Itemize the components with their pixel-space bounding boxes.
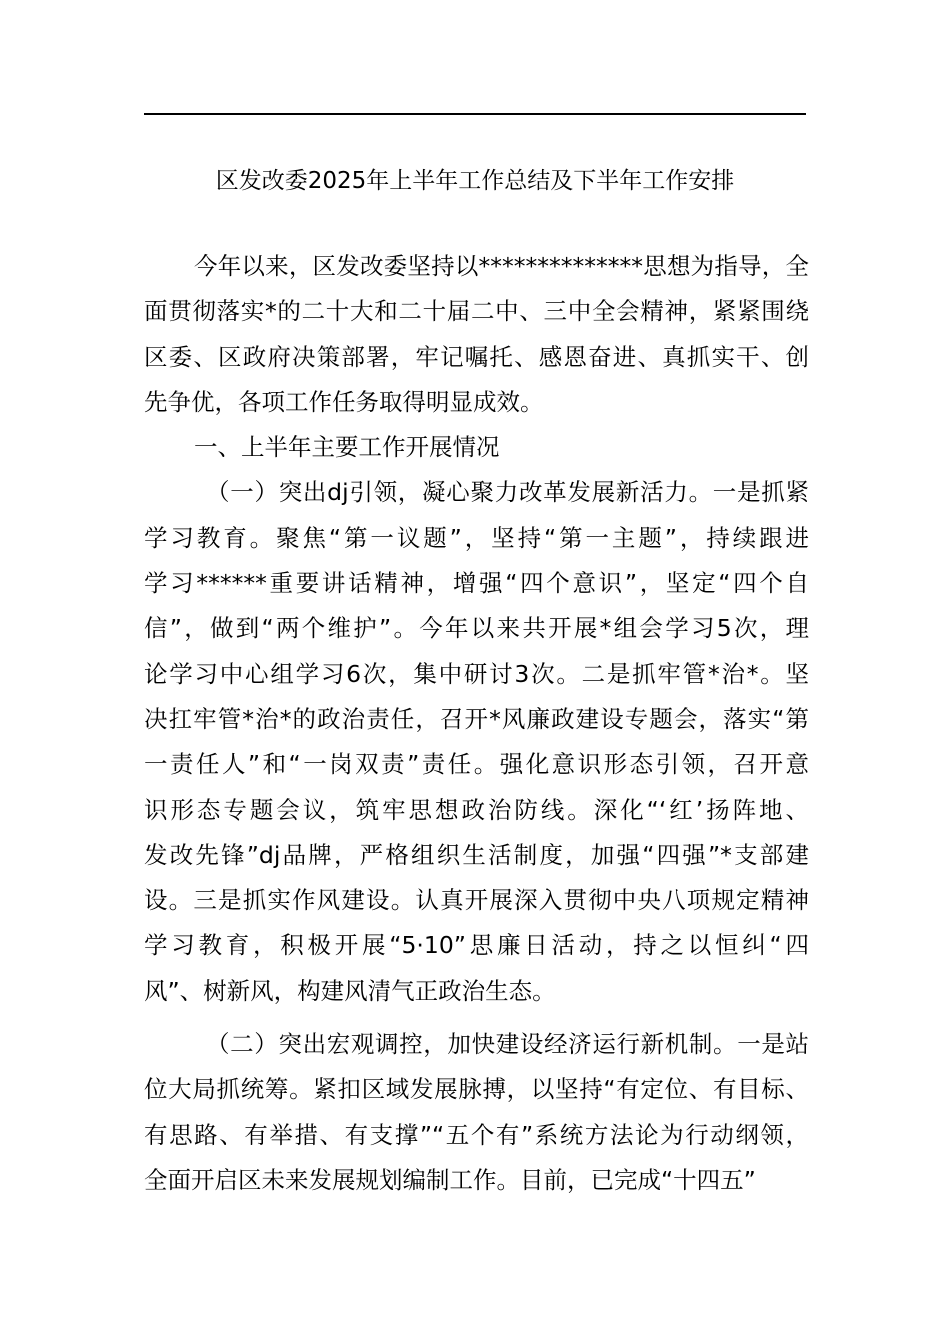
text-line: 面贯彻落实*的二十大和二十届二中、三中全会精神，紧紧围绕 — [144, 297, 809, 326]
document-body — [144, 244, 809, 1203]
text-line: 全面开启区未来发展规划编制工作。目前，已完成“十四五” — [144, 1165, 756, 1194]
text-line: 识形态专题会议，筑牢思想政治防线。深化“‘红’扬阵地、 — [144, 795, 809, 824]
text-line: （一）突出dj引领，凝心聚力改革发展新活力。一是抓紧 — [206, 478, 809, 507]
text-line: 决扛牢管*治*的政治责任，召开*风廉政建设专题会，落实“第 — [144, 704, 809, 733]
header-rule — [144, 113, 806, 115]
text-line: 学习******重要讲话精神，增强“四个意识”，坚定“四个自 — [144, 569, 809, 598]
text-line: 论学习中心组学习6次，集中研讨3次。二是抓牢管*治*。坚 — [144, 659, 809, 688]
text-line: 学习教育。聚焦“第一议题”，坚持“第一主题”，持续跟进 — [144, 523, 809, 552]
text-line: 位大局抓统筹。紧扣区域发展脉搏，以坚持“有定位、有目标、 — [144, 1075, 809, 1104]
text-line: 有思路、有举措、有支撑”“五个有”系统方法论为行动纲领， — [144, 1120, 809, 1149]
text-line: 先争优，各项工作任务取得明显成效。 — [144, 387, 544, 416]
text-line: 一责任人”和“一岗双责”责任。强化意识形态引领，召开意 — [144, 750, 809, 779]
section-heading: 一、上半年主要工作开展情况 — [194, 433, 500, 462]
text-line: 发改先锋”dj品牌，严格组织生活制度，加强“四强”*支部建 — [144, 840, 809, 869]
document-title: 区发改委2025年上半年工作总结及下半年工作安排 — [215, 168, 735, 194]
text-line: 学习教育，积极开展“5·10”思廉日活动，持之以恒纠“四 — [144, 931, 809, 960]
text-line: 区委、区政府决策部署，牢记嘱托、感恩奋进、真抓实干、创 — [144, 342, 809, 371]
text-line: 今年以来，区发改委坚持以**************思想为指导，全 — [194, 252, 809, 280]
paragraph-gap — [144, 1014, 809, 1022]
text-line: 信”，做到“两个维护”。今年以来共开展*组会学习5次，理 — [144, 614, 809, 643]
text-line: 设。三是抓实作风建设。认真开展深入贯彻中央八项规定精神 — [144, 886, 809, 915]
text-line: （二）突出宏观调控，加快建设经济运行新机制。一是站 — [206, 1030, 809, 1059]
text-line: 风”、树新风，构建风清气正政治生态。 — [144, 976, 556, 1005]
